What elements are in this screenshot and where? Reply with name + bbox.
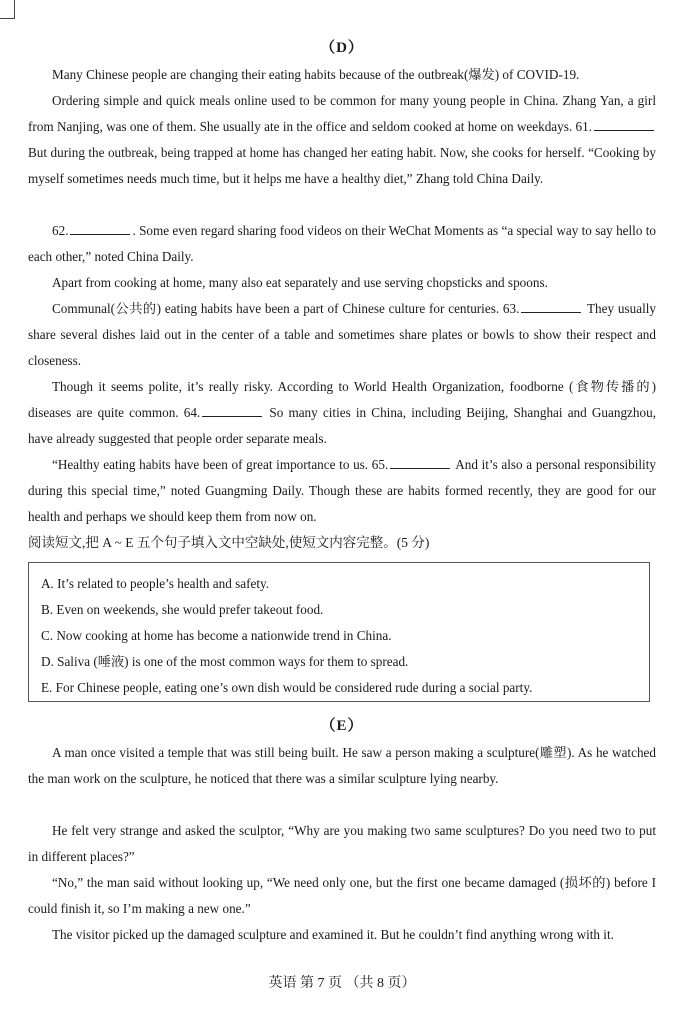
paragraph-d3 (28, 218, 656, 270)
paragraph-d6-text-b: So many cities in China, including Beijing, Shanghai and Guangzhou, have already suggested that people order separate meals. (28, 405, 656, 446)
option-a: A. It’s related to people’s health and safety. (41, 576, 270, 591)
paragraph-d3-text-a: 62. (52, 223, 69, 238)
paragraph-e3: “No,” the man said without looking up, “We need only one, but the first one became damaged (损坏的) before I could finish it, so I’m making a new one.” (28, 875, 656, 916)
paragraph-d5 (28, 296, 656, 374)
paragraph-d2-text-a: Ordering simple and quick meals online used to be common for many young people in China. Zhang Yan, a girl from Nanjing, was one of them. She usually ate in the office and seldom cooked at home on weekdays. 61. (28, 93, 656, 134)
paragraph-d2 (28, 88, 656, 192)
option-b: B. Even on weekends, she would prefer takeout food. (41, 602, 324, 617)
paragraph-d7 (28, 452, 656, 530)
paragraph-d7-text-a: “Healthy eating habits have been of great importance to us. 65. (52, 457, 389, 472)
paragraph-d5-text-b: They usually share several dishes laid out in the center of a table and sometimes share plates or bowls to show their respect and closeness. (28, 301, 656, 368)
paragraph-d6-text-a: Though it seems polite, it’s really risky. According to World Health Organization, foodborne (食物传播的) diseases are quite common. 64. (28, 379, 656, 420)
corner-crop-mark (0, 0, 15, 19)
paragraph-d1: Many Chinese people are changing their eating habits because of the outbreak(爆发) of COVID-19. (52, 67, 580, 82)
blank-62[interactable] (70, 220, 130, 235)
task-instruction: 阅读短文,把 A ~ E 五个句子填入文中空缺处,使短文内容完整。(5 分) (28, 535, 430, 550)
section-e-title: （E） (320, 718, 364, 734)
paragraph-d6 (28, 374, 656, 452)
section-d-title: （D） (320, 40, 364, 56)
page-footer: 英语 第 7 页 （共 8 页） (268, 976, 416, 991)
paragraph-e1: A man once visited a temple that was still being built. He saw a person making a sculpture(雕塑). As he watched the man work on the sculpture, he noticed that there was a similar sculpture lying nearby. (28, 745, 656, 786)
blank-64[interactable] (202, 402, 262, 417)
option-c: C. Now cooking at home has become a nationwide trend in China. (41, 628, 392, 643)
blank-65[interactable] (390, 454, 450, 469)
options-box (28, 562, 650, 702)
paragraph-e2: He felt very strange and asked the sculptor, “Why are you making two same sculptures? Do you need two to put in different places?” (28, 823, 656, 864)
blank-61[interactable] (594, 116, 654, 131)
option-e: E. For Chinese people, eating one’s own dish would be considered rude during a social party. (41, 680, 533, 695)
blank-63[interactable] (521, 298, 581, 313)
paragraph-d7-text-b: And it’s also a personal responsibility during this special time,” noted Guangming Daily. Though these are habits formed recently, they are good for our health and perhaps we should keep them from now on. (28, 457, 656, 524)
option-d: D. Saliva (唾液) is one of the most common ways for them to spread. (41, 654, 409, 669)
paragraph-e4: The visitor picked up the damaged sculpture and examined it. But he couldn’t find anything wrong with it. (52, 927, 614, 942)
paragraph-d4: Apart from cooking at home, many also eat separately and use serving chopsticks and spoons. (52, 275, 548, 290)
paragraph-d2-text-b: But during the outbreak, being trapped at home has changed her eating habit. Now, she cooks for herself. “Cooking by myself sometimes needs much time, but it helps me have a healthy diet,” Zhang told China Daily. (28, 145, 656, 186)
paragraph-d3-text-b: . Some even regard sharing food videos on their WeChat Moments as “a special way to say hello to each other,” noted China Daily. (28, 223, 656, 264)
paragraph-d5-text-a: Communal(公共的) eating habits have been a part of Chinese culture for centuries. 63. (52, 301, 520, 316)
